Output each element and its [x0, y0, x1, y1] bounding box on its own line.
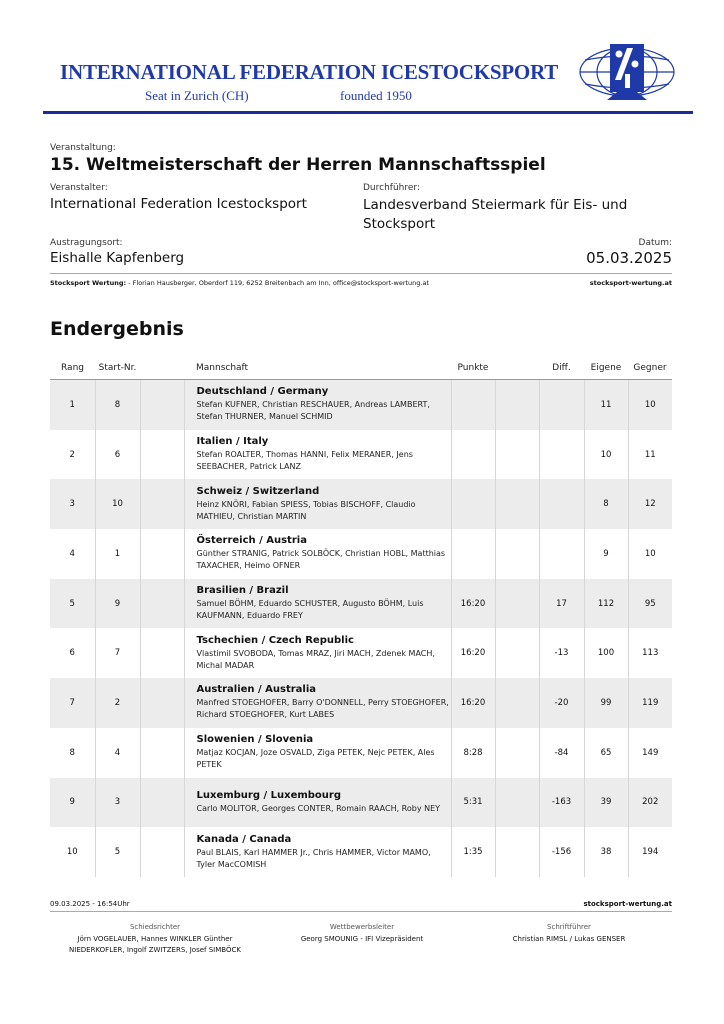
- official-names: Jörn VOGELAUER, Hannes WINKLER Günther NIEDERKOFLER, Ingolf ZWITZERS, Josef SIMBÖCK: [69, 935, 241, 954]
- team-players: Stefan KUFNER, Christian RESCHAUER, Andreas LAMBERT, Stefan THURNER, Manuel SCHMID: [196, 400, 430, 422]
- diff-cell: -156: [539, 827, 584, 877]
- points-cell: 16:20: [451, 628, 495, 678]
- footer-divider: [50, 911, 672, 912]
- start-nr-cell: 2: [95, 678, 140, 728]
- points-cell: [451, 430, 495, 480]
- own-score-cell: 38: [584, 827, 628, 877]
- own-score-cell: 100: [584, 628, 628, 678]
- col-header-points: Punkte: [451, 356, 495, 380]
- scoring-info-label: Stocksport Wertung:: [50, 279, 127, 287]
- blank-cell: [140, 380, 184, 430]
- diff-cell: [539, 529, 584, 579]
- team-name: Schweiz / Switzerland: [196, 485, 320, 497]
- diff-cell: [539, 380, 584, 430]
- info-divider: [50, 273, 672, 274]
- blank-cell: [495, 380, 539, 430]
- start-nr-cell: 9: [95, 579, 140, 629]
- team-name: Slowenien / Slovenia: [196, 734, 314, 746]
- blank-cell: [495, 430, 539, 480]
- official-recorder: [464, 922, 674, 945]
- official-referees: [50, 922, 260, 956]
- host-label: Durchführer:: [363, 183, 420, 193]
- date-label: Datum:: [638, 238, 672, 248]
- blank-cell: [140, 628, 184, 678]
- team-name: Tschechien / Czech Republic: [196, 634, 354, 646]
- blank-cell: [140, 430, 184, 480]
- venue-value: Eishalle Kapfenberg: [50, 250, 185, 266]
- federation-seat: Seat in Zurich (CH): [145, 88, 249, 103]
- team-cell: [184, 827, 451, 877]
- own-score-cell: 11: [584, 380, 628, 430]
- start-nr-cell: 8: [95, 380, 140, 430]
- table-row: [50, 827, 672, 877]
- official-competition-lead: [257, 922, 467, 945]
- rank-cell: 7: [50, 678, 95, 728]
- team-cell: [184, 430, 451, 480]
- team-name: Kanada / Canada: [196, 833, 292, 845]
- event-label: Veranstaltung:: [50, 143, 116, 153]
- official-role: Wettbewerbsleiter: [329, 923, 395, 931]
- points-cell: 8:28: [451, 728, 495, 778]
- rank-cell: 6: [69, 648, 75, 659]
- event-title: 15. Weltmeisterschaft der Herren Mannschaftsspiel: [50, 155, 546, 175]
- team-players: Paul BLAIS, Karl HAMMER Jr., Chris HAMMER, Victor MAMO, Tyler MacCOMISH: [196, 847, 431, 869]
- blank-cell: [495, 678, 539, 728]
- col-header-blank-2: [495, 356, 539, 380]
- team-players: Matjaz KOCJAN, Joze OSVALD, Ziga PETEK, Nejc PETEK, Ales PETEK: [196, 748, 435, 770]
- table-row: [50, 430, 672, 480]
- own-score-cell: 112: [584, 579, 628, 629]
- col-header-start-nr: Start-Nr.: [95, 356, 140, 380]
- team-players: Samuel BÖHM, Eduardo SCHUSTER, Augusto BÖHM, Luis KAUFMANN, Eduardo FREY: [196, 599, 424, 621]
- diff-cell: [539, 430, 584, 480]
- start-nr-cell: 1: [95, 529, 140, 579]
- own-score-cell: 8: [584, 479, 628, 529]
- blank-cell: [140, 778, 184, 828]
- diff-cell: [539, 479, 584, 529]
- team-players: Stefan ROALTER, Thomas HANNI, Felix MERANER, Jens SEEBACHER, Patrick LANZ: [196, 450, 413, 472]
- federation-title: INTERNATIONAL FEDERATION ICESTOCKSPORT: [60, 60, 559, 84]
- blank-cell: [140, 827, 184, 877]
- letterhead: [0, 0, 724, 120]
- rank-cell: 5: [50, 579, 95, 629]
- organizer-label: Veranstalter:: [50, 183, 108, 193]
- col-header-rank: Rang: [50, 356, 95, 380]
- venue-label: Austragungsort:: [50, 238, 123, 248]
- diff-cell: -163: [539, 778, 584, 828]
- table-row: [50, 529, 672, 579]
- own-score-cell: 9: [584, 529, 628, 579]
- team-name: Brasilien / Brazil: [196, 585, 289, 597]
- diff-cell: -84: [539, 728, 584, 778]
- points-cell: [451, 380, 495, 430]
- team-players: Manfred STOEGHOFER, Barry O'DONNELL, Perry STOEGHOFER, Richard STOEGHOFER, Kurt LABES: [196, 698, 449, 720]
- blank-cell: [495, 579, 539, 629]
- col-header-team: Mannschaft: [184, 356, 451, 380]
- start-nr-cell: 7: [95, 628, 140, 678]
- rank-cell: 1: [50, 380, 95, 430]
- col-header-own: Eigene: [584, 356, 628, 380]
- col-header-blank: [140, 356, 184, 380]
- start-nr-cell: 6: [95, 430, 140, 480]
- blank-cell: [495, 778, 539, 828]
- team-cell: [184, 678, 451, 728]
- start-nr-cell: 10: [95, 479, 140, 529]
- table-row: [50, 579, 672, 629]
- opponent-score-cell: 194: [628, 827, 672, 877]
- rank-cell: 10: [66, 847, 78, 858]
- team-cell: [184, 380, 451, 430]
- results-table: [50, 356, 672, 877]
- blank-cell: [495, 628, 539, 678]
- print-timestamp: 09.03.2025 - 16:54Uhr: [50, 900, 130, 908]
- date-value: 05.03.2025: [586, 249, 672, 267]
- scoring-info-text: - Florian Hausberger, Oberdorf 119, 6252 Breitenbach am Inn, office@stocksport-wertung.at: [126, 279, 430, 287]
- opponent-score-cell: 119: [628, 678, 672, 728]
- ifi-logo-icon: [577, 40, 677, 104]
- official-role: Schiedsrichter: [129, 923, 181, 931]
- points-cell: 1:35: [451, 827, 495, 877]
- team-name: Österreich / Austria: [196, 535, 307, 547]
- blank-cell: [495, 728, 539, 778]
- results-body: [50, 380, 672, 877]
- team-players: Carlo MOLITOR, Georges CONTER, Romain RAACH, Roby NEY: [196, 803, 441, 813]
- rank-cell: 2: [69, 449, 75, 460]
- table-row: [50, 728, 672, 778]
- results-title: Endergebnis: [50, 318, 184, 340]
- blank-cell: [140, 728, 184, 778]
- blank-cell: [140, 678, 184, 728]
- table-row: [50, 380, 672, 430]
- scoring-info: [50, 279, 429, 287]
- results-header-row: [50, 356, 672, 380]
- blank-cell: [140, 479, 184, 529]
- team-name: Luxemburg / Luxembourg: [196, 789, 342, 801]
- team-players: Günther STRANIG, Patrick SOLBÖCK, Christian HOBL, Matthias TAXACHER, Heimo OFNER: [196, 549, 446, 571]
- start-nr-cell: 4: [95, 728, 140, 778]
- diff-cell: -13: [539, 628, 584, 678]
- table-row: [50, 778, 672, 828]
- rank-cell: 3: [50, 479, 95, 529]
- table-row: [50, 628, 672, 678]
- rank-cell: 9: [50, 778, 95, 828]
- blank-cell: [495, 479, 539, 529]
- team-cell: [184, 579, 451, 629]
- points-cell: 5:31: [451, 778, 495, 828]
- team-cell: [184, 778, 451, 828]
- letterhead-divider: [43, 111, 693, 114]
- opponent-score-cell: 12: [628, 479, 672, 529]
- own-score-cell: 39: [584, 778, 628, 828]
- opponent-score-cell: 202: [628, 778, 672, 828]
- opponent-score-cell: 95: [628, 579, 672, 629]
- footer-site-link[interactable]: stocksport-wertung.at: [583, 900, 672, 908]
- points-cell: 16:20: [451, 678, 495, 728]
- diff-cell: 17: [539, 579, 584, 629]
- organizer-value: International Federation Icestocksport: [50, 196, 307, 212]
- blank-cell: [495, 827, 539, 877]
- start-nr-cell: 5: [95, 827, 140, 877]
- team-cell: [184, 728, 451, 778]
- start-nr-cell: 3: [95, 778, 140, 828]
- team-cell: [184, 529, 451, 579]
- blank-cell: [140, 529, 184, 579]
- rank-cell: 8: [69, 747, 75, 758]
- own-score-cell: 99: [584, 678, 628, 728]
- team-cell: [184, 479, 451, 529]
- scoring-site-link[interactable]: stocksport-wertung.at: [589, 279, 672, 287]
- team-name: Deutschland / Germany: [196, 386, 329, 398]
- table-row: [50, 479, 672, 529]
- opponent-score-cell: 11: [628, 430, 672, 480]
- blank-cell: [495, 529, 539, 579]
- points-cell: [451, 529, 495, 579]
- diff-cell: -20: [539, 678, 584, 728]
- rank-cell: 4: [69, 548, 75, 559]
- blank-cell: [140, 579, 184, 629]
- team-cell: [184, 628, 451, 678]
- col-header-diff: Diff.: [539, 356, 584, 380]
- host-value: Landesverband Steiermark für Eis- und Stocksport: [363, 197, 628, 232]
- federation-founded: founded 1950: [340, 88, 412, 103]
- team-name: Australien / Australia: [196, 684, 317, 696]
- official-role: Schriftführer: [547, 923, 591, 931]
- opponent-score-cell: 113: [628, 628, 672, 678]
- own-score-cell: 65: [584, 728, 628, 778]
- col-header-opponent: Gegner: [628, 356, 672, 380]
- official-names: Christian RIMSL / Lukas GENSER: [512, 935, 626, 943]
- team-name: Italien / Italy: [196, 436, 269, 448]
- opponent-score-cell: 10: [628, 529, 672, 579]
- table-row: [50, 678, 672, 728]
- opponent-score-cell: 10: [628, 380, 672, 430]
- opponent-score-cell: 149: [628, 728, 672, 778]
- official-names: Georg SMOUNIG - IFI Vizepräsident: [300, 935, 424, 943]
- points-cell: 16:20: [451, 579, 495, 629]
- team-players: Vlastimil SVOBODA, Tomas MRAZ, Jiri MACH, Zdenek MACH, Michal MADAR: [196, 648, 435, 670]
- points-cell: [451, 479, 495, 529]
- own-score-cell: 10: [584, 430, 628, 480]
- team-players: Heinz KNÖRI, Fabian SPIESS, Tobias BISCHOFF, Claudio MATHIEU, Christian MARTIN: [196, 499, 416, 521]
